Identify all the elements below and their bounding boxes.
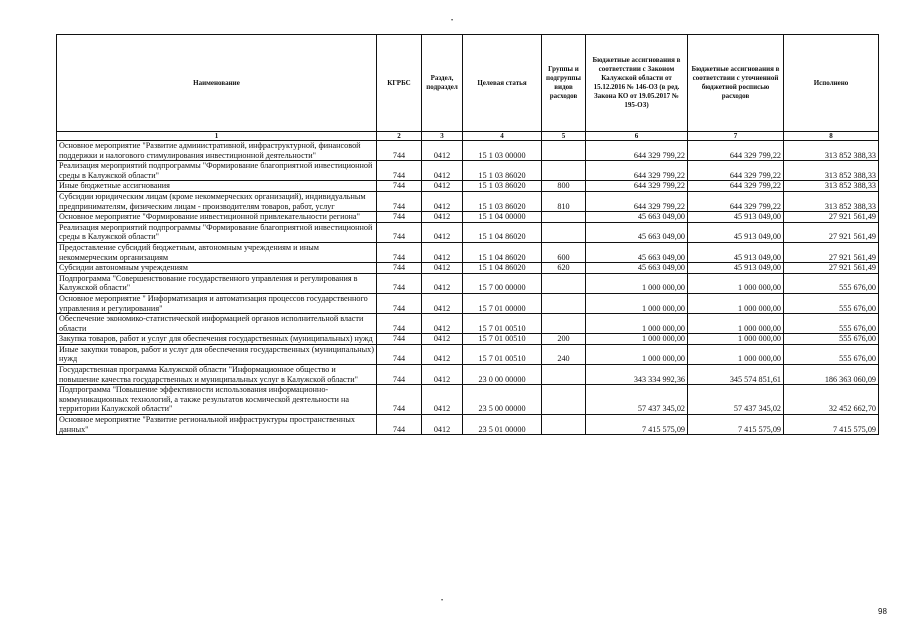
cell-target: 15 1 03 86020: [463, 181, 542, 192]
cell-executed: 313 852 388,33: [784, 181, 879, 192]
cell-target: 15 1 04 00000: [463, 212, 542, 223]
cell-target: 23 5 00 00000: [463, 385, 542, 415]
cell-law-allocation: 1 000 000,00: [586, 293, 688, 313]
cell-refined-allocation: 644 329 799,22: [688, 161, 784, 181]
cell-group: 620: [542, 263, 586, 274]
cell-section: 0412: [422, 141, 463, 161]
cell-refined-allocation: 1 000 000,00: [688, 293, 784, 313]
cell-law-allocation: 343 334 992,36: [586, 365, 688, 385]
cell-executed: 313 852 388,33: [784, 161, 879, 181]
header-name: Наименование: [57, 35, 377, 132]
column-number: 2: [377, 132, 422, 141]
column-number: 3: [422, 132, 463, 141]
cell-kgrbs: 744: [377, 212, 422, 223]
cell-name: Иные бюджетные ассигнования: [57, 181, 377, 192]
cell-target: 15 1 03 86020: [463, 161, 542, 181]
cell-group: [542, 212, 586, 223]
cell-target: 15 7 01 00510: [463, 334, 542, 345]
cell-group: [542, 141, 586, 161]
cell-refined-allocation: 1 000 000,00: [688, 314, 784, 334]
cell-refined-allocation: 345 574 851,61: [688, 365, 784, 385]
cell-section: 0412: [422, 212, 463, 223]
cell-kgrbs: 744: [377, 385, 422, 415]
cell-executed: 313 852 388,33: [784, 141, 879, 161]
cell-refined-allocation: 1 000 000,00: [688, 334, 784, 345]
cell-name: Иные закупки товаров, работ и услуг для обеспечения государственных (муниципальных) нужд: [57, 344, 377, 364]
cell-group: [542, 222, 586, 242]
cell-kgrbs: 744: [377, 242, 422, 262]
cell-refined-allocation: 7 415 575,09: [688, 415, 784, 435]
cell-group: [542, 273, 586, 293]
table-row: [57, 293, 879, 313]
header-law: Бюджетные ассигнования в соответствии с Законом Калужской области от 15.12.2016 № 146-ОЗ (в ред. Закона КО от 19.05.2017 № 195-ОЗ): [586, 35, 688, 132]
cell-refined-allocation: 644 329 799,22: [688, 191, 784, 211]
cell-law-allocation: 1 000 000,00: [586, 273, 688, 293]
table-row: [57, 161, 879, 181]
header-group: Группы и подгруппы видов расходов: [542, 35, 586, 132]
cell-kgrbs: 744: [377, 365, 422, 385]
cell-refined-allocation: 45 913 049,00: [688, 263, 784, 274]
cell-executed: 313 852 388,33: [784, 191, 879, 211]
cell-target: 15 7 01 00000: [463, 293, 542, 313]
cell-executed: 27 921 561,49: [784, 222, 879, 242]
cell-law-allocation: 1 000 000,00: [586, 314, 688, 334]
cell-group: 810: [542, 191, 586, 211]
column-number-row: [57, 132, 879, 141]
table-row: [57, 385, 879, 415]
header-target: Целевая статья: [463, 35, 542, 132]
table-row: [57, 415, 879, 435]
cell-target: 15 1 03 86020: [463, 191, 542, 211]
cell-section: 0412: [422, 365, 463, 385]
cell-executed: 186 363 060,09: [784, 365, 879, 385]
cell-executed: 555 676,00: [784, 334, 879, 345]
cell-name: Предоставление субсидий бюджетным, автономным учреждениям и иным некоммерческим организациям: [57, 242, 377, 262]
cell-group: 240: [542, 344, 586, 364]
cell-refined-allocation: 45 913 049,00: [688, 212, 784, 223]
header-refined: Бюджетные ассигнования в соответствии с уточненной бюджетной росписью расходов: [688, 35, 784, 132]
cell-name: Государственная программа Калужской области "Информационное общество и повышение качества государственных и муниципальных услуг в Калужской области": [57, 365, 377, 385]
cell-refined-allocation: 45 913 049,00: [688, 242, 784, 262]
cell-section: 0412: [422, 222, 463, 242]
cell-target: 15 7 01 00510: [463, 314, 542, 334]
table-row: [57, 365, 879, 385]
column-number: 4: [463, 132, 542, 141]
cell-target: 15 7 00 00000: [463, 273, 542, 293]
cell-group: [542, 293, 586, 313]
table-row: [57, 334, 879, 345]
table-header-row: [57, 35, 879, 132]
cell-law-allocation: 644 329 799,22: [586, 161, 688, 181]
cell-executed: 7 415 575,09: [784, 415, 879, 435]
cell-name: Обеспечение экономико-статистической информацией органов исполнительной власти области: [57, 314, 377, 334]
cell-target: 15 1 04 86020: [463, 222, 542, 242]
cell-kgrbs: 744: [377, 314, 422, 334]
cell-name: Основное мероприятие "Развитие региональной инфраструктуры пространственных данных": [57, 415, 377, 435]
cell-name: Реализация мероприятий подпрограммы "Формирование благоприятной инвестиционной среды в Калужской области": [57, 161, 377, 181]
column-number: 7: [688, 132, 784, 141]
cell-section: 0412: [422, 161, 463, 181]
cell-target: 23 5 01 00000: [463, 415, 542, 435]
cell-section: 0412: [422, 344, 463, 364]
cell-kgrbs: 744: [377, 293, 422, 313]
cell-law-allocation: 45 663 049,00: [586, 212, 688, 223]
cell-law-allocation: 45 663 049,00: [586, 263, 688, 274]
page-number: 98: [878, 607, 887, 616]
cell-executed: 555 676,00: [784, 293, 879, 313]
cell-law-allocation: 1 000 000,00: [586, 344, 688, 364]
cell-refined-allocation: 1 000 000,00: [688, 273, 784, 293]
cell-group: 200: [542, 334, 586, 345]
cell-section: 0412: [422, 191, 463, 211]
cell-refined-allocation: 644 329 799,22: [688, 141, 784, 161]
cell-name: Субсидии автономным учреждениям: [57, 263, 377, 274]
cell-name: Основное мероприятие "Формирование инвестиционной привлекательности региона": [57, 212, 377, 223]
table-row: [57, 314, 879, 334]
cell-kgrbs: 744: [377, 273, 422, 293]
header-executed: Исполнено: [784, 35, 879, 132]
cell-group: [542, 314, 586, 334]
table-row: [57, 191, 879, 211]
cell-refined-allocation: 57 437 345,02: [688, 385, 784, 415]
cell-kgrbs: 744: [377, 141, 422, 161]
table-row: [57, 344, 879, 364]
column-number: 5: [542, 132, 586, 141]
cell-name: Закупка товаров, работ и услуг для обеспечения государственных (муниципальных) нужд: [57, 334, 377, 345]
cell-kgrbs: 744: [377, 344, 422, 364]
cell-section: 0412: [422, 242, 463, 262]
cell-executed: 27 921 561,49: [784, 263, 879, 274]
budget-table: [56, 34, 879, 435]
cell-name: Подпрограмма "Совершенствование государственного управления и регулирования в Калужской области": [57, 273, 377, 293]
cell-section: 0412: [422, 273, 463, 293]
cell-executed: 32 452 662,70: [784, 385, 879, 415]
cell-executed: 555 676,00: [784, 314, 879, 334]
cell-kgrbs: 744: [377, 191, 422, 211]
table-row: [57, 212, 879, 223]
cell-section: 0412: [422, 415, 463, 435]
table-row: [57, 141, 879, 161]
cell-law-allocation: 1 000 000,00: [586, 334, 688, 345]
column-number: 1: [57, 132, 377, 141]
column-number: 6: [586, 132, 688, 141]
cell-kgrbs: 744: [377, 181, 422, 192]
cell-name: Основное мероприятие " Информатизация и автоматизация процессов государственного управления и регулирования": [57, 293, 377, 313]
column-number: 8: [784, 132, 879, 141]
table-row: [57, 222, 879, 242]
cell-group: [542, 415, 586, 435]
cell-section: 0412: [422, 263, 463, 274]
table-row: [57, 263, 879, 274]
scan-speck: •: [441, 598, 444, 604]
cell-group: [542, 161, 586, 181]
cell-target: 15 1 03 00000: [463, 141, 542, 161]
cell-section: 0412: [422, 314, 463, 334]
cell-executed: 27 921 561,49: [784, 242, 879, 262]
cell-law-allocation: 45 663 049,00: [586, 222, 688, 242]
cell-refined-allocation: 1 000 000,00: [688, 344, 784, 364]
cell-kgrbs: 744: [377, 415, 422, 435]
cell-executed: 555 676,00: [784, 344, 879, 364]
header-kgrbs: КГРБС: [377, 35, 422, 132]
cell-group: 600: [542, 242, 586, 262]
cell-target: 15 7 01 00510: [463, 344, 542, 364]
cell-law-allocation: 644 329 799,22: [586, 181, 688, 192]
cell-group: 800: [542, 181, 586, 192]
cell-refined-allocation: 45 913 049,00: [688, 222, 784, 242]
cell-group: [542, 365, 586, 385]
cell-kgrbs: 744: [377, 263, 422, 274]
cell-executed: 555 676,00: [784, 273, 879, 293]
header-section: Раздел, подраздел: [422, 35, 463, 132]
cell-name: Реализация мероприятий подпрограммы "Формирование благоприятной инвестиционной среды в Калужской области": [57, 222, 377, 242]
cell-law-allocation: 644 329 799,22: [586, 141, 688, 161]
cell-refined-allocation: 644 329 799,22: [688, 181, 784, 192]
cell-name: Подпрограмма "Повышение эффективности использования информационно-коммуникационных технологий, а также результатов космической деятельности на территории Калужской области": [57, 385, 377, 415]
cell-law-allocation: 7 415 575,09: [586, 415, 688, 435]
cell-law-allocation: 644 329 799,22: [586, 191, 688, 211]
cell-law-allocation: 45 663 049,00: [586, 242, 688, 262]
cell-section: 0412: [422, 385, 463, 415]
table-row: [57, 273, 879, 293]
cell-executed: 27 921 561,49: [784, 212, 879, 223]
scan-speck: •: [451, 18, 454, 24]
cell-kgrbs: 744: [377, 222, 422, 242]
cell-name: Основное мероприятие "Развитие административной, инфраструктурной, финансовой поддержки и налогового стимулирования инвестиционной деятельности": [57, 141, 377, 161]
cell-target: 15 1 04 86020: [463, 263, 542, 274]
cell-target: 23 0 00 00000: [463, 365, 542, 385]
cell-law-allocation: 57 437 345,02: [586, 385, 688, 415]
cell-kgrbs: 744: [377, 161, 422, 181]
cell-group: [542, 385, 586, 415]
cell-section: 0412: [422, 293, 463, 313]
table-row: [57, 242, 879, 262]
cell-target: 15 1 04 86020: [463, 242, 542, 262]
cell-name: Субсидии юридическим лицам (кроме некоммерческих организаций), индивидуальным предпринимателям, физическим лицам - производителям товаров, работ, услуг: [57, 191, 377, 211]
cell-section: 0412: [422, 181, 463, 192]
table-row: [57, 181, 879, 192]
cell-section: 0412: [422, 334, 463, 345]
cell-kgrbs: 744: [377, 334, 422, 345]
